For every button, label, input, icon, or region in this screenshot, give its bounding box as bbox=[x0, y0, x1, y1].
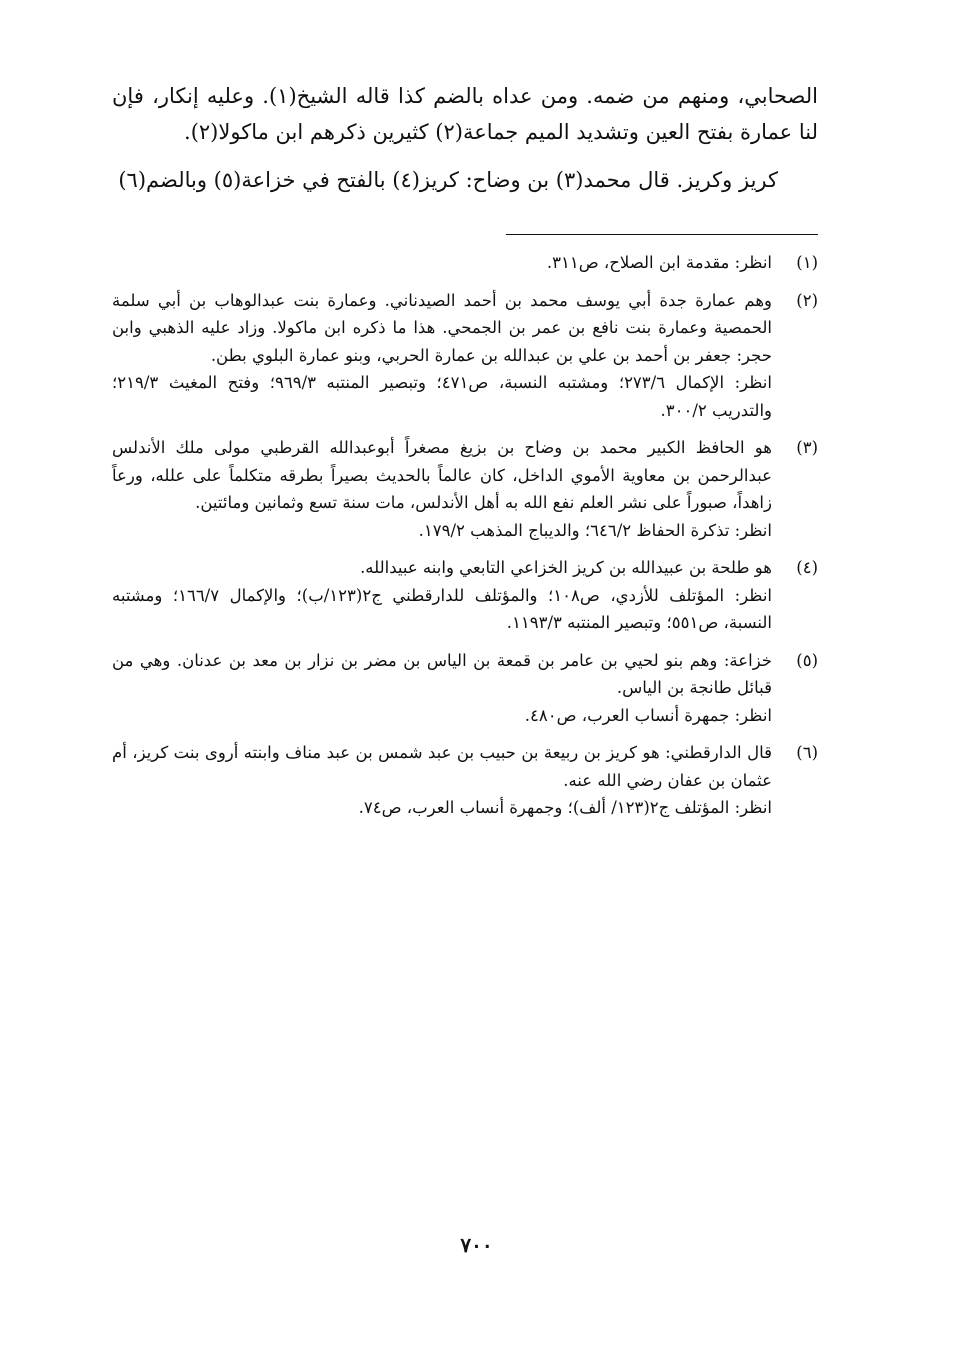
footnote-reference: انظر: المؤتلف ج٢(١٢٣/ ألف)؛ وجمهرة أنساب العرب، ص٧٤. bbox=[358, 798, 772, 817]
footnote-number: (٤) bbox=[796, 558, 818, 577]
footnote-text: خزاعة: وهم بنو لحيي بن عامر بن قمعة بن الياس بن مضر بن نزار بن معد بن عدنان. وهي من قبائل طانجة بن الياس. bbox=[112, 650, 772, 697]
footnote-content bbox=[112, 249, 772, 277]
footnote-3 bbox=[112, 434, 818, 544]
footnote-reference: انظر: المؤتلف للأزدي، ص١٠٨؛ والمؤتلف للدارقطني ج٢(١٢٣/ب)؛ والإكمال ١٦٦/٧؛ ومشتبه النسبة، ص٥٥١؛ وتبصير المنتبه ١١٩٣/٣. bbox=[112, 585, 773, 632]
footnote-2 bbox=[112, 287, 818, 425]
footnote-text: هو طلحة بن عبيدالله بن كريز الخزاعي التابعي وابنه عبيدالله. bbox=[360, 558, 772, 577]
footnote-divider bbox=[506, 234, 818, 235]
footnote-number: (٢) bbox=[796, 290, 818, 310]
footnote-content bbox=[112, 554, 772, 637]
body-paragraph-2: كريز وكريز. قال محمد(٣) بن وضاح: كريز(٤) بالفتح في خزاعة(٥) وبالضم(٦) bbox=[118, 168, 778, 192]
footnote-number: (٥) bbox=[796, 650, 818, 670]
footnote-content bbox=[112, 739, 772, 822]
body-paragraph-1: الصحابي، ومنهم من ضمه. ومن عداه بالضم كذا قاله الشيخ(١). وعليه إنكار، فإن لنا عمارة بفتح العين وتشديد الميم جماعة(٢) كثيرين ذكرهم ابن ماكولا(٢). bbox=[112, 84, 818, 144]
footnotes bbox=[112, 249, 818, 822]
footnote-content bbox=[112, 434, 772, 544]
main-text bbox=[112, 78, 818, 198]
footnote-content bbox=[112, 287, 772, 425]
page-number: ٧٠٠ bbox=[460, 1233, 493, 1257]
footnote-reference: انظر: تذكرة الحفاظ ٦٤٦/٢؛ والديباج المذهب ١٧٩/٢. bbox=[418, 520, 772, 540]
footnote-number: (٦) bbox=[796, 743, 818, 762]
footnote-number: (٣) bbox=[796, 438, 818, 457]
footnote-text: قال الدارقطني: هو كريز بن ربيعة بن حبيب بن عبد شمس بن عبد مناف وابنته أروى بنت كريز، أم عثمان بن عفان رضي الله عنه. bbox=[112, 743, 772, 790]
footnote-number: (١) bbox=[796, 253, 818, 272]
footnote-reference: انظر: جمهرة أنساب العرب، ص٤٨٠. bbox=[524, 705, 772, 725]
page-content bbox=[112, 78, 818, 1278]
footnote-content bbox=[112, 647, 772, 730]
footnote-text: هو الحافظ الكبير محمد بن وضاح بن بزيغ مصغراً أبوعبدالله القرطبي مولى ملك الأندلس عبدالرحمن بن معاوية الأموي الداخل، كان عالماً بالحديث بصيراً بطرقه متكلماً على علله، ورعاً زاهداً، صبوراً على نشر العلم نفع الله به أهل الأندلس، مات سنة تسع وثمانين ومائتين. bbox=[112, 438, 772, 512]
footnote-5 bbox=[112, 647, 818, 730]
footnote-text: وهم عمارة جدة أبي يوسف محمد بن أحمد الصيدناني. وعمارة بنت عبدالوهاب بن أبي سلمة الحمصية وعمارة بنت نافع بن عمر بن الجمحي. هذا ما ذكره ابن ماكولا. وزاد عليه الذهبي وابن حجر: جعفر بن أحمد بن علي بن عبدالله بن عمارة الحربي، وبنو عمارة البلوي بطن. bbox=[112, 290, 772, 365]
footnote-reference: انظر: الإكمال ٢٧٣/٦؛ ومشتبه النسبة، ص٤٧١؛ وتبصير المنتبه ٩٦٩/٣؛ وفتح المغيث ٢١٩/٣؛ والتدريب ٣٠٠/٢. bbox=[112, 373, 772, 420]
footnote-4 bbox=[112, 554, 818, 637]
footnote-text: انظر: مقدمة ابن الصلاح، ص٣١١. bbox=[546, 253, 772, 272]
footnote-1 bbox=[112, 249, 818, 277]
footnote-6 bbox=[112, 739, 818, 822]
